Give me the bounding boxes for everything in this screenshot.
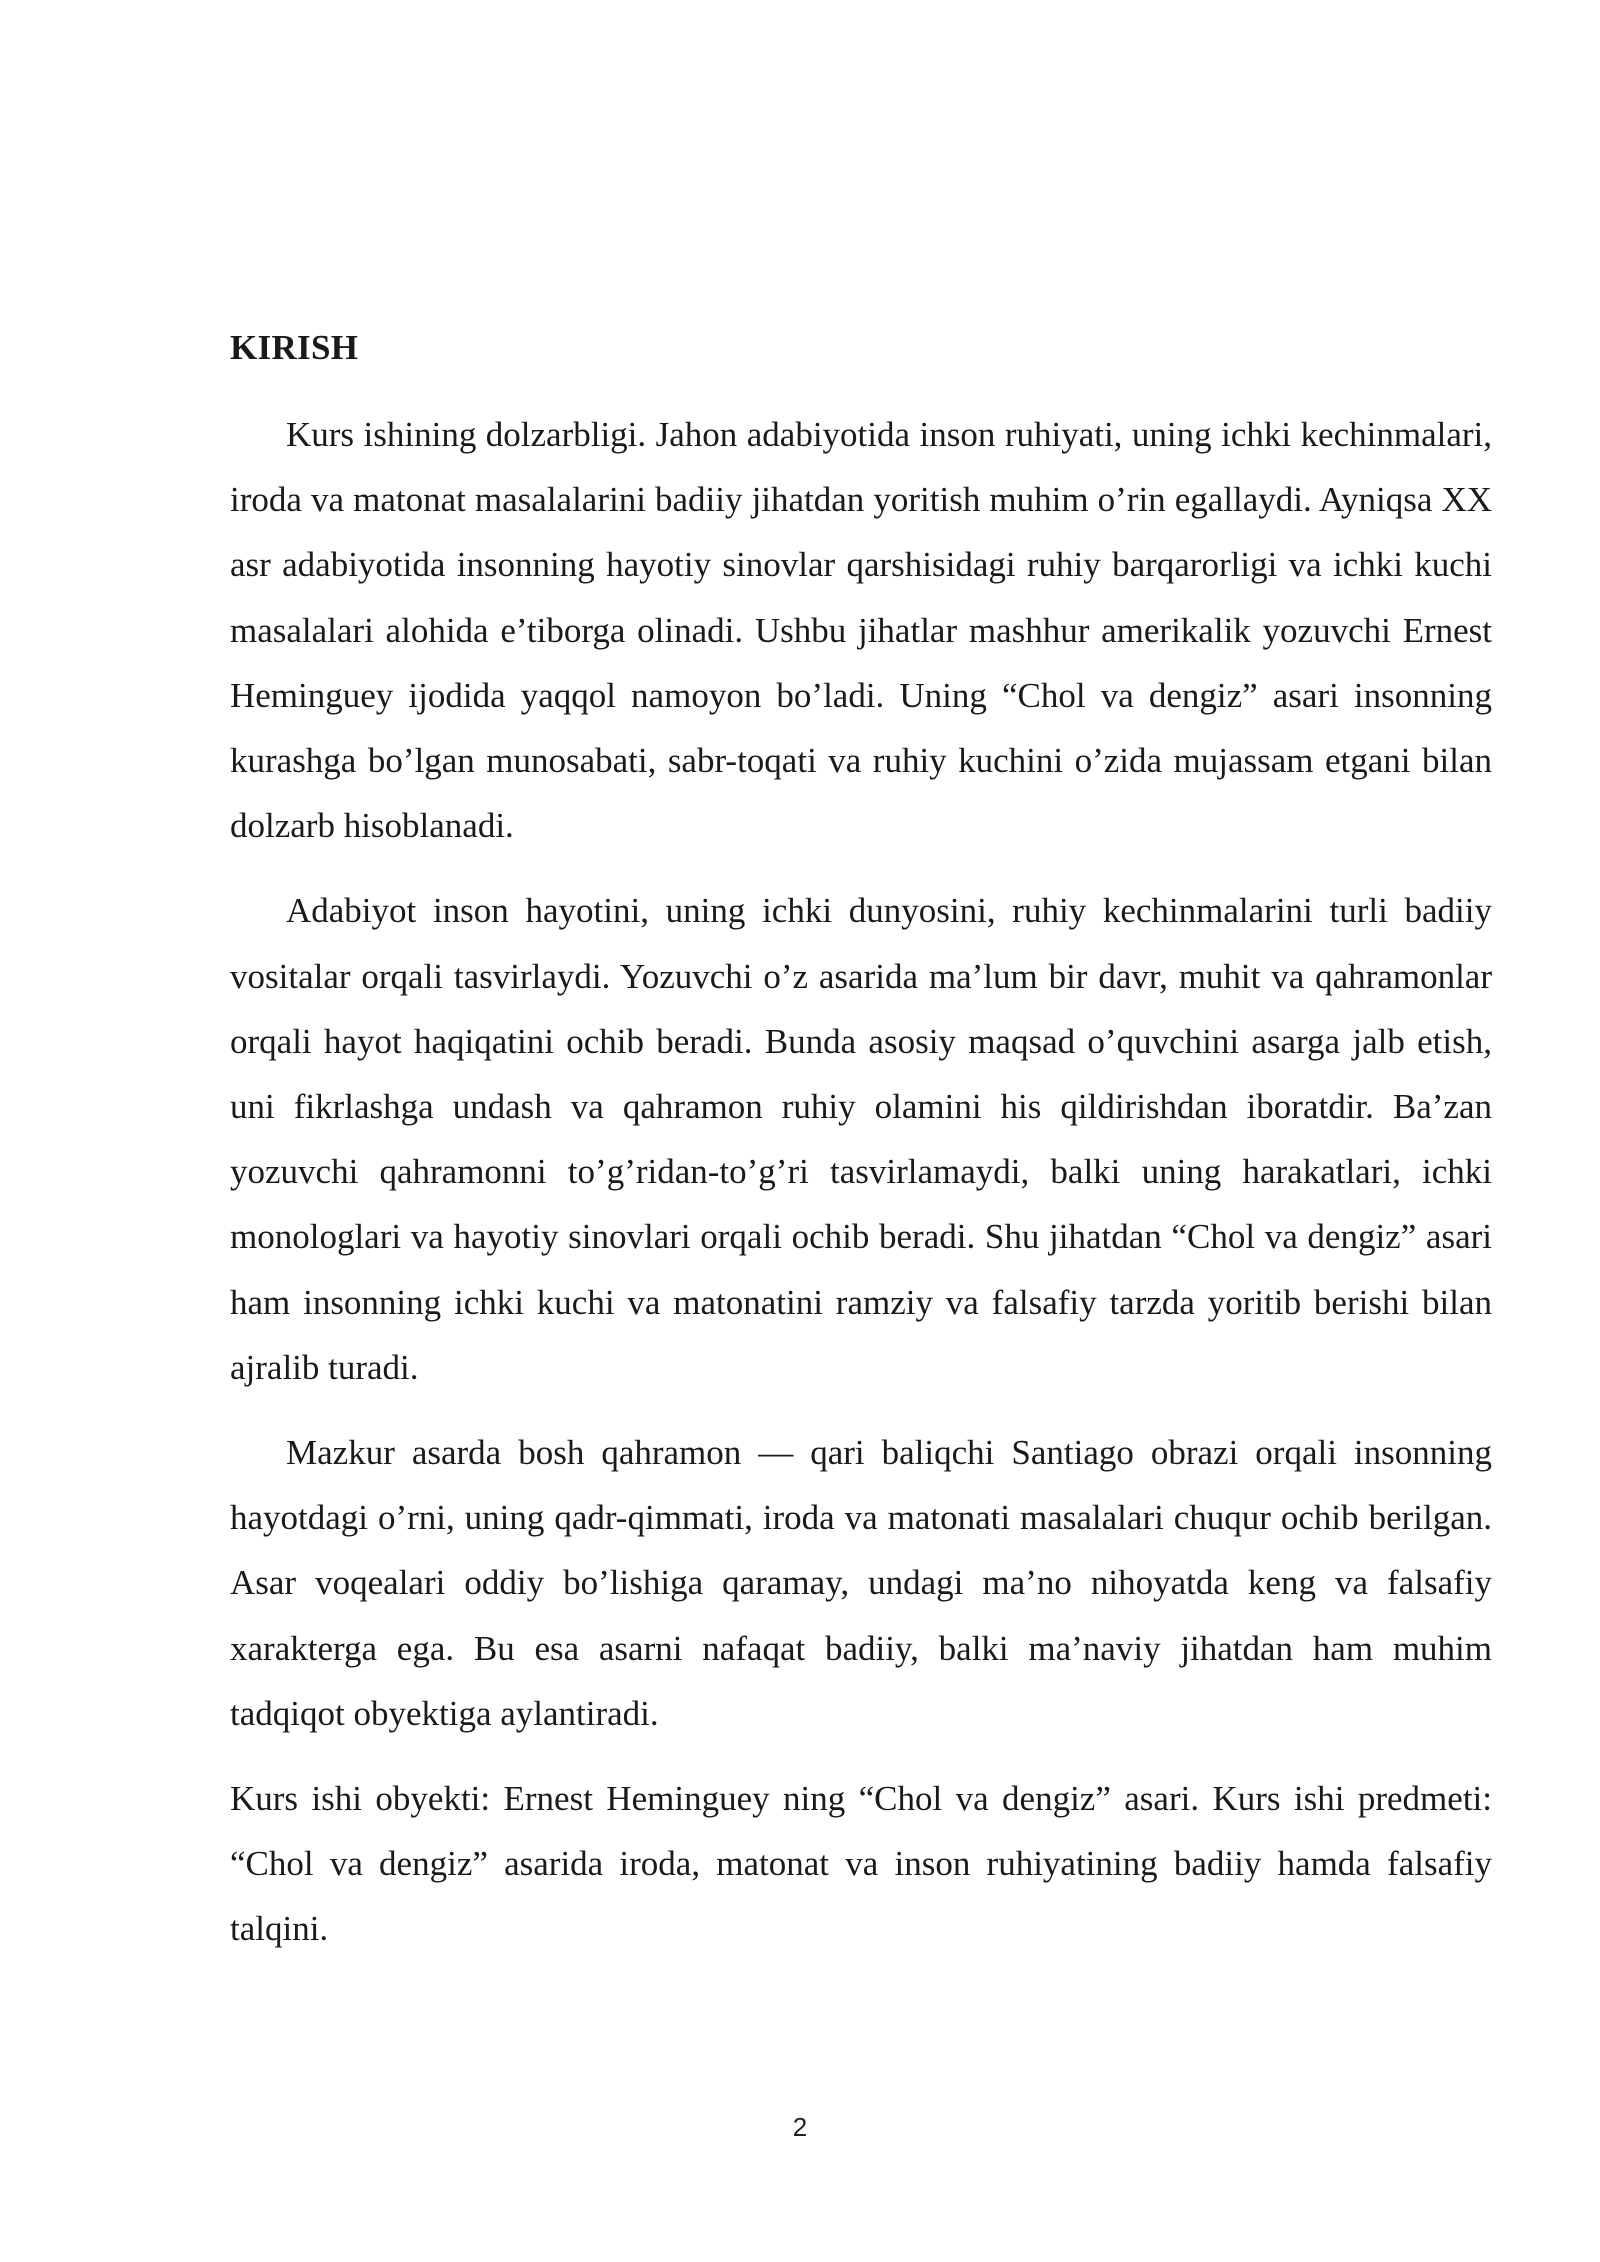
paragraph-object-subject: Kurs ishi obyekti: Ernest Heminguey ning “Chol va dengiz” asari. Kurs ishi predmeti: “Chol va dengiz” asarida iroda, matonat va inson ruhiyatining badiiy hamda falsafiy talqini. — [230, 1779, 1492, 1949]
paragraph-protagonist: Mazkur asarda bosh qahramon — qari baliqchi Santiago obrazi orqali insonning hayotdagi o’rni, uning qadr-qimmati, iroda va matonati masalalari chuqur ochib berilgan. Asar voqealari oddiy bo’lishiga qaramay, undagi ma’no nihoyatda keng va falsafiy xarakterga ega. Bu esa asarni nafaqat badiiy, balki ma’naviy jihatdan ham muhim tadqiqot obyektiga aylantiradi. — [230, 1433, 1492, 1733]
paragraph-literature: Adabiyot inson hayotini, uning ichki dunyosini, ruhiy kechinmalarini turli badiiy vositalar orqali tasvirlaydi. Yozuvchi o’z asarida ma’lum bir davr, muhit va qahramonlar orqali hayot haqiqatini ochib beradi. Bunda asosiy maqsad o’quvchini asarga jalb etish, uni fikrlashga undash va qahramon ruhiy olamini his qildirishdan iboratdir. Ba’zan yozuvchi qahramonni to’g’ridan-to’g’ri tasvirlamaydi, balki uning harakatlari, ichki monologlari va hayotiy sinovlari orqali ochib beradi. Shu jihatdan “Chol va dengiz” asari ham insonning ichki kuchi va matonatini ramziy va falsafiy tarzda yoritib berishi bilan ajralib turadi. — [230, 891, 1492, 1387]
page-content — [230, 326, 1492, 1982]
section-heading: KIRISH — [230, 328, 359, 367]
paragraph-relevance: Kurs ishining dolzarbligi. Jahon adabiyotida inson ruhiyati, uning ichki kechinmalari, iroda va matonat masalalarini badiiy jihatdan yoritish muhim o’rin egallaydi. Ayniqsa XX asr adabiyotida insonning hayotiy sinovlar qarshisidagi ruhiy barqarorligi va ichki kuchi masalalari alohida e’tiborga olinadi. Ushbu jihatlar mashhur amerikalik yozuvchi Ernest Heminguey ijodida yaqqol namoyon bo’ladi. Uning “Chol va dengiz” asari insonning kurashga bo’lgan munosabati, sabr-toqati va ruhiy kuchini o’zida mujassam etgani bilan dolzarb hisoblanadi. — [230, 415, 1492, 846]
page-number: 2 — [792, 2112, 808, 2142]
